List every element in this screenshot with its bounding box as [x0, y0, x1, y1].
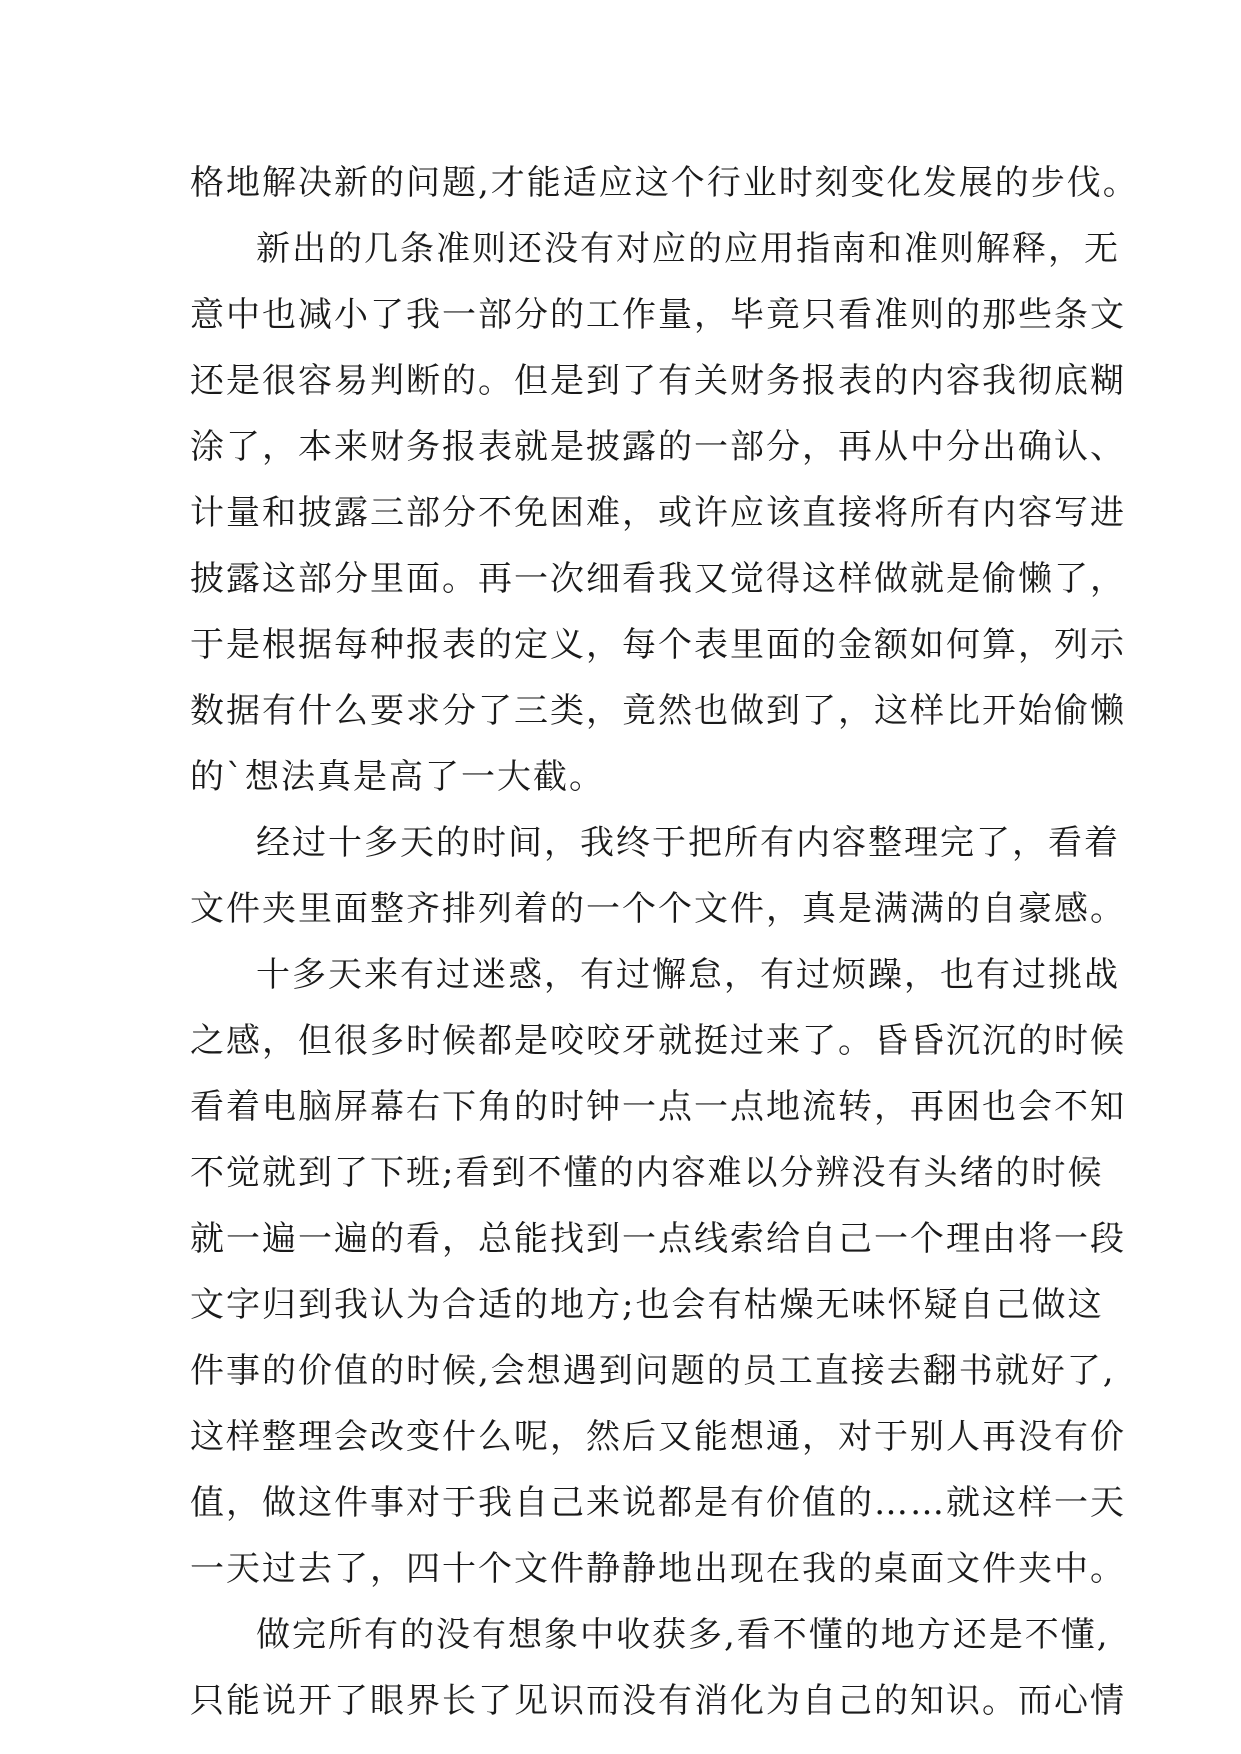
- text-line: 之感，但很多时候都是咬咬牙就挺过来了。昏昏沉沉的时候: [190, 1021, 1126, 1061]
- text-line: 涂了，本来财务报表就是披露的一部分，再从中分出确认、: [190, 427, 1126, 467]
- text-line: 数据有什么要求分了三类，竟然也做到了，这样比开始偷懒: [190, 691, 1126, 731]
- text-line: 经过十多天的时间，我终于把所有内容整理完了，看着: [256, 823, 1120, 863]
- text-line: 只能说开了眼界长了见识而没有消化为自己的知识。而心情: [190, 1681, 1126, 1721]
- text-line: 就一遍一遍的看，总能找到一点线索给自己一个理由将一段: [190, 1219, 1126, 1259]
- text-line: 件事的价值的时候,会想遇到问题的员工直接去翻书就好了,: [190, 1351, 1116, 1391]
- text-line: 新出的几条准则还没有对应的应用指南和准则解释，无: [256, 229, 1120, 269]
- text-line: 的`想法真是高了一大截。: [190, 757, 605, 797]
- text-line: 看着电脑屏幕右下角的时钟一点一点地流转，再困也会不知: [190, 1087, 1126, 1127]
- text-line: 一天过去了，四十个文件静静地出现在我的桌面文件夹中。: [190, 1549, 1126, 1589]
- text-line: 格地解决新的问题,才能适应这个行业时刻变化发展的步伐。: [190, 163, 1139, 203]
- text-line: 值，做这件事对于我自己来说都是有价值的……就这样一天: [190, 1483, 1126, 1523]
- text-line: 文字归到我认为合适的地方;也会有枯燥无味怀疑自己做这: [190, 1285, 1104, 1325]
- text-line: 意中也减小了我一部分的工作量，毕竟只看准则的那些条文: [190, 295, 1126, 335]
- text-line: 做完所有的没有想象中收获多,看不懂的地方还是不懂,: [256, 1615, 1110, 1655]
- text-line: 不觉就到了下班;看到不懂的内容难以分辨没有头绪的时候: [190, 1153, 1104, 1193]
- text-line: 计量和披露三部分不免困难，或许应该直接将所有内容写进: [190, 493, 1126, 533]
- text-line: 还是很容易判断的。但是到了有关财务报表的内容我彻底糊: [190, 361, 1126, 401]
- document-body: [190, 150, 1139, 1734]
- text-line: 十多天来有过迷惑，有过懈怠，有过烦躁，也有过挑战: [256, 955, 1120, 995]
- text-line: 文件夹里面整齐排列着的一个个文件，真是满满的自豪感。: [190, 889, 1126, 929]
- text-line: 披露这部分里面。再一次细看我又觉得这样做就是偷懒了，: [190, 559, 1126, 599]
- text-line: 这样整理会改变什么呢，然后又能想通，对于别人再没有价: [190, 1417, 1126, 1457]
- text-line: 于是根据每种报表的定义，每个表里面的金额如何算，列示: [190, 625, 1126, 665]
